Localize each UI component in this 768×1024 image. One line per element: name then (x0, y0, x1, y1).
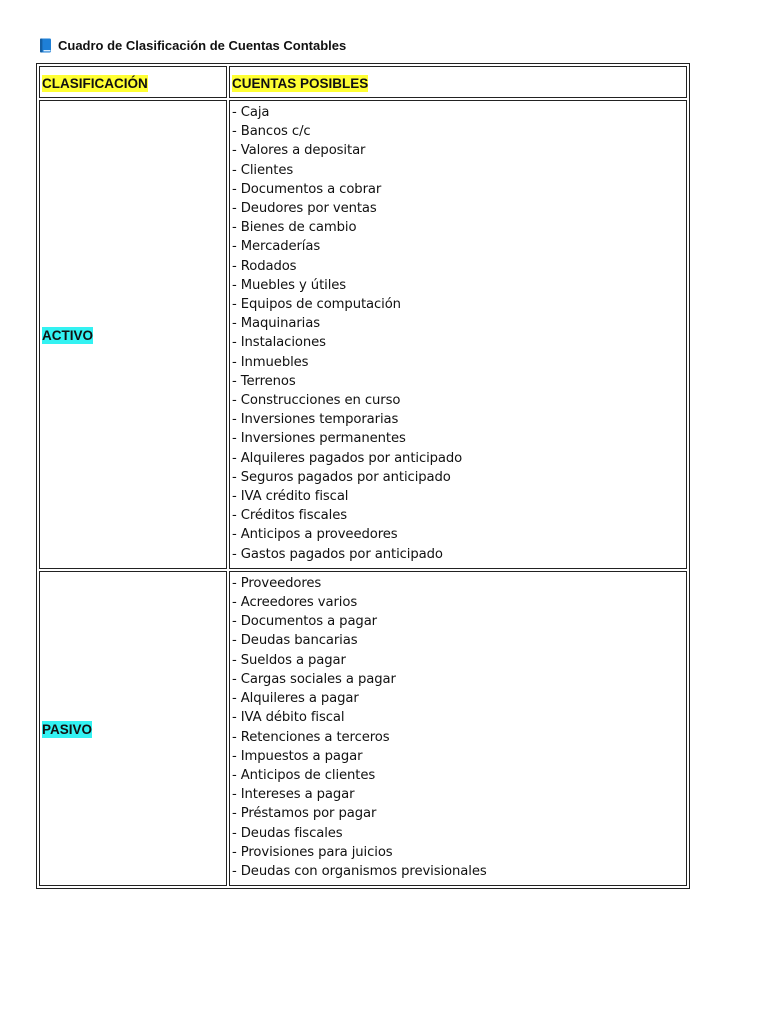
account-item: - Acreedores varios (232, 595, 358, 611)
account-item: - Inversiones temporarias (232, 412, 399, 428)
account-item: - Seguros pagados por anticipado (232, 469, 451, 485)
account-item: - Proveedores (232, 575, 322, 591)
account-item: - Bancos c/c (232, 124, 311, 140)
header-accounts-label: CUENTAS POSIBLES (232, 75, 369, 91)
header-cell-classification (39, 66, 227, 98)
classification-label-activo: ACTIVO (42, 327, 94, 343)
account-list-pasivo (232, 574, 684, 881)
account-list-activo (232, 103, 684, 564)
account-item: - Deudas con organismos previsionales (232, 863, 487, 879)
account-item: - Maquinarias (232, 316, 320, 332)
account-item: - Inmuebles (232, 354, 309, 370)
account-item: - Clientes (232, 162, 294, 178)
account-item: - Bienes de cambio (232, 220, 357, 236)
account-item: - IVA débito fiscal (232, 710, 345, 726)
accounts-classification-table (36, 63, 690, 889)
account-item: - Instalaciones (232, 335, 326, 351)
account-item: - Documentos a cobrar (232, 181, 382, 197)
account-item: - Créditos fiscales (232, 508, 347, 524)
table-header-row (39, 66, 687, 98)
classification-cell-activo (39, 100, 227, 569)
account-item: - Valores a depositar (232, 143, 366, 159)
account-item: - Provisiones para juicios (232, 844, 393, 860)
account-item: - Deudores por ventas (232, 201, 377, 217)
accounts-cell-pasivo (229, 571, 687, 886)
account-item: - Rodados (232, 258, 297, 274)
account-item: - Inversiones permanentes (232, 431, 406, 447)
classification-label-pasivo: PASIVO (42, 722, 93, 737)
account-item: - Sueldos a pagar (232, 652, 346, 668)
header-classification-label: CLASIFICACIÓN (42, 75, 148, 91)
account-item: - Préstamos por pagar (232, 806, 377, 822)
account-item: - IVA crédito fiscal (232, 489, 349, 505)
account-item: - Deudas bancarias (232, 633, 358, 649)
header-cell-accounts (229, 66, 687, 98)
account-item: - Construcciones en curso (232, 393, 401, 409)
account-item: - Anticipos de clientes (232, 767, 376, 783)
accounts-cell-activo (229, 100, 687, 569)
account-item: - Retenciones a terceros (232, 729, 390, 745)
account-item: - Muebles y útiles (232, 277, 347, 293)
table-row-activo (39, 100, 687, 569)
classification-cell-pasivo (39, 571, 227, 886)
account-item: - Deudas fiscales (232, 825, 343, 841)
account-item: - Terrenos (232, 373, 296, 389)
account-item: - Gastos pagados por anticipado (232, 546, 443, 562)
account-item: - Alquileres a pagar (232, 691, 359, 707)
account-item: - Mercaderías (232, 239, 321, 255)
table-row-pasivo (39, 571, 687, 886)
account-item: - Equipos de computación (232, 297, 401, 313)
document-title-text: Cuadro de Clasificación de Cuentas Contables (58, 37, 347, 53)
account-item: - Alquileres pagados por anticipado (232, 450, 463, 466)
document-title (39, 36, 346, 54)
account-item: - Anticipos a proveedores (232, 527, 398, 543)
account-item: - Caja (232, 105, 270, 120)
blue-book-icon (39, 38, 52, 53)
account-item: - Impuestos a pagar (232, 748, 363, 764)
account-item: - Intereses a pagar (232, 787, 355, 803)
account-item: - Cargas sociales a pagar (232, 671, 396, 687)
account-item: - Documentos a pagar (232, 614, 378, 630)
